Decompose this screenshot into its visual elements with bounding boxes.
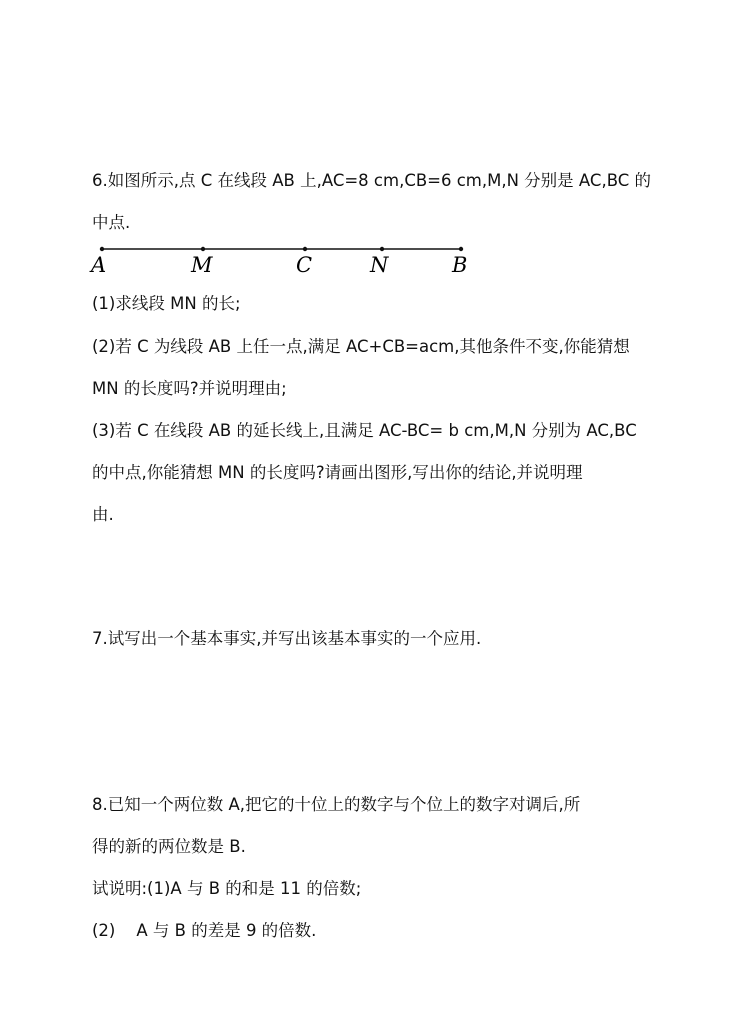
point-c-label: C [296, 253, 313, 277]
problem-6-question-2-line-2: MN 的长度吗?并说明理由; [92, 379, 287, 398]
problem-6-question-3-line-1: (3)若 C 在线段 AB 的延长线上,且满足 AC-BC= b cm,M,N 分别为 AC,BC [92, 421, 637, 440]
problem-7-text: 7.试写出一个基本事实,并写出该基本事实的一个应用. [92, 629, 482, 648]
problem-8-text-line-1: 8.已知一个两位数 A,把它的十位上的数字与个位上的数字对调后,所 [92, 795, 581, 814]
point-c-dot [303, 247, 307, 251]
problem-8-text-line-3: 试说明:(1)A 与 B 的和是 11 的倍数; [92, 879, 362, 898]
problem-6-question-2-line-1: (2)若 C 为线段 AB 上任一点,满足 AC+CB=acm,其他条件不变,你能猜想 [92, 337, 630, 356]
segment-figure [88, 240, 488, 280]
point-m-dot [201, 247, 205, 251]
problem-8-text-line-4: (2) A 与 B 的差是 9 的倍数. [92, 921, 317, 940]
problem-6-question-1: (1)求线段 MN 的长; [92, 294, 241, 313]
point-a-dot [100, 247, 104, 251]
point-a-label: A [91, 253, 107, 277]
problem-6-question-3-line-2: 的中点,你能猜想 MN 的长度吗?请画出图形,写出你的结论,并说明理 [92, 463, 583, 482]
point-n-dot [380, 247, 384, 251]
point-n-label: N [370, 253, 389, 277]
problem-8-text-line-2: 得的新的两位数是 B. [92, 837, 246, 856]
point-b-label: B [452, 253, 468, 277]
point-m-label: M [191, 253, 213, 277]
problem-6-text-line-2: 中点. [92, 213, 131, 232]
point-b-dot [459, 247, 463, 251]
problem-6-text-line-1: 6.如图所示,点 C 在线段 AB 上,AC=8 cm,CB=6 cm,M,N 分别是 AC,BC 的 [92, 171, 651, 190]
problem-6-question-3-line-3: 由. [92, 505, 114, 524]
